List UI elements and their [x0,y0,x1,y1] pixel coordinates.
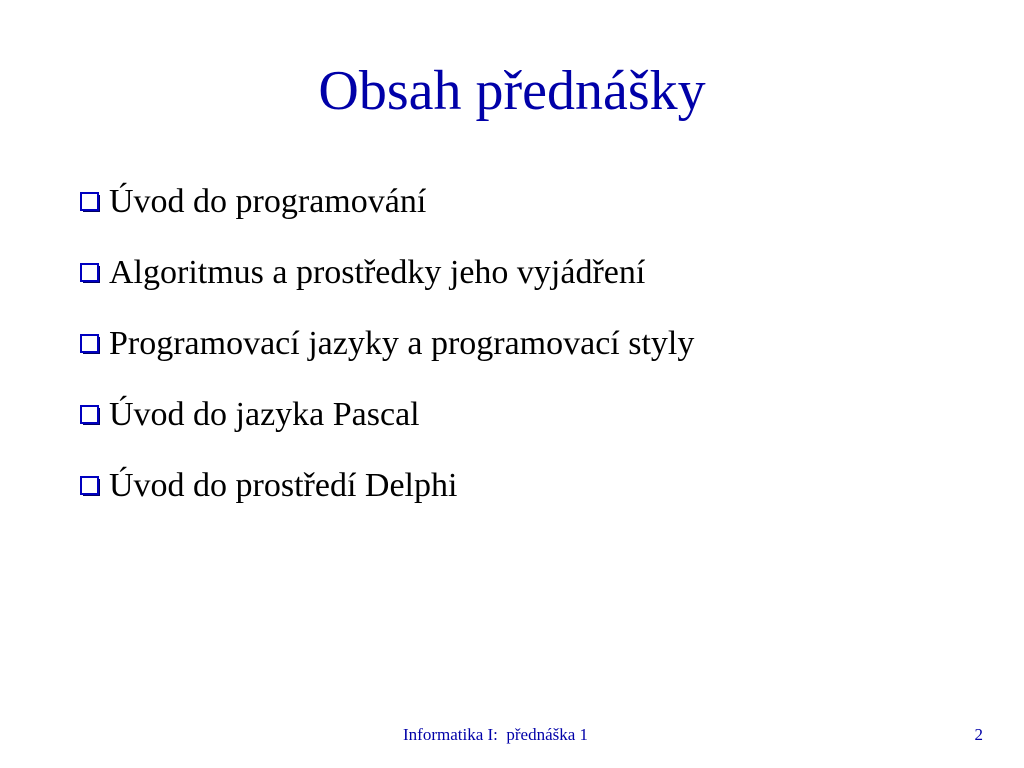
slide-title: Obsah přednášky [318,60,706,122]
bullet-text: Úvod do prostředí Delphi [109,467,458,504]
bullet-item [80,178,694,226]
checkbox-icon [80,405,101,426]
bullet-item [80,462,694,510]
bullet-item [80,391,694,439]
checkbox-icon [80,192,101,213]
bullet-text: Úvod do programování [109,183,427,220]
bullet-text: Úvod do jazyka Pascal [109,396,420,433]
footer-text: Informatika I: přednáška 1 [403,725,589,744]
checkbox-icon [80,476,101,497]
bullet-item [80,249,694,297]
bullet-text: Algoritmus a prostředky jeho vyjádření [109,254,646,291]
bullet-item [80,320,694,368]
page-number: 2 [974,725,983,744]
checkbox-icon [80,263,101,284]
bullet-list [80,178,694,533]
bullet-text: Programovací jazyky a programovací styly [109,325,695,362]
checkbox-icon [80,334,101,355]
